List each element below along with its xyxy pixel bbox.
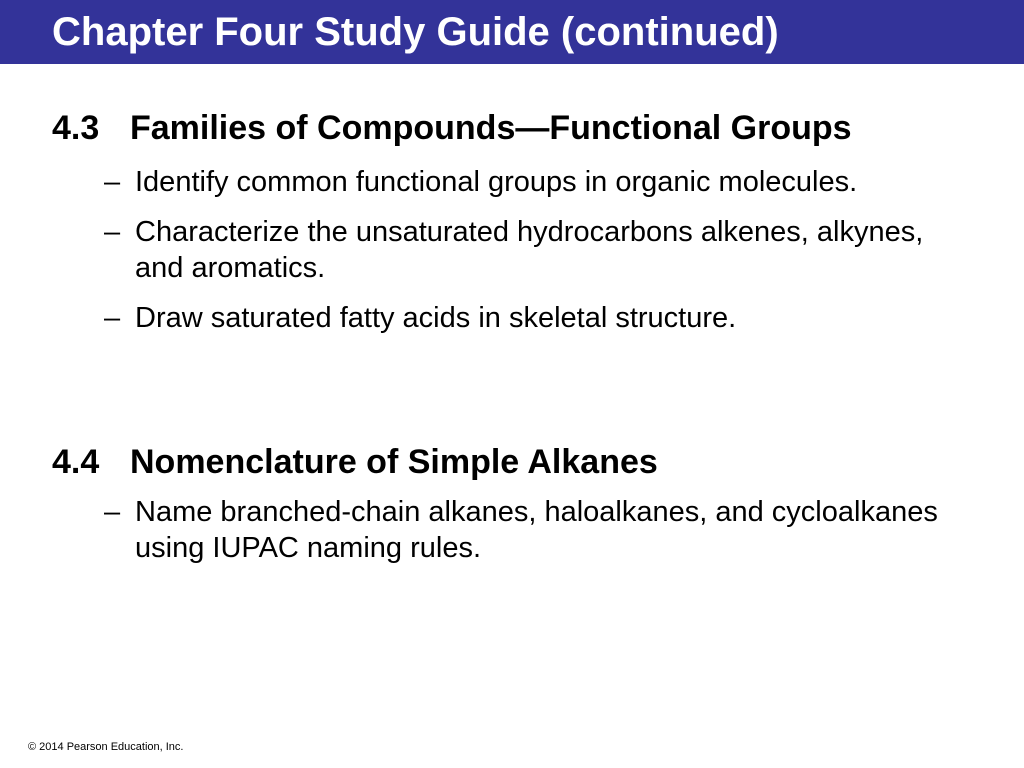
section-heading xyxy=(52,440,952,484)
bullet-marker: – xyxy=(104,302,121,334)
copyright-footer: © 2014 Pearson Education, Inc. xyxy=(28,741,184,753)
title-bar xyxy=(0,0,1024,64)
section-number: 4.4 xyxy=(52,443,100,481)
bullet-text: Name branched-chain alkanes, haloalkanes, and cycloalkanes using IUPAC naming rules. xyxy=(135,496,938,564)
bullet-item xyxy=(104,164,952,200)
bullet-item xyxy=(104,494,952,566)
section-4-4 xyxy=(52,440,952,566)
slide-title: Chapter Four Study Guide (continued) xyxy=(52,10,779,54)
bullet-marker: – xyxy=(104,166,121,198)
bullet-text: Characterize the unsaturated hydrocarbons alkenes, alkynes, and aromatics. xyxy=(135,216,924,284)
section-title: Nomenclature of Simple Alkanes xyxy=(130,443,658,481)
section-number: 4.3 xyxy=(52,109,100,147)
section-title: Families of Compounds—Functional Groups xyxy=(130,109,852,147)
bullet-item xyxy=(104,300,952,336)
bullet-item xyxy=(104,214,952,286)
bullet-text: Draw saturated fatty acids in skeletal structure. xyxy=(135,302,737,334)
bullet-marker: – xyxy=(104,496,121,528)
bullet-marker: – xyxy=(104,216,121,248)
section-heading xyxy=(52,106,952,150)
bullet-text: Identify common functional groups in organic molecules. xyxy=(135,166,858,198)
section-4-3 xyxy=(52,106,952,336)
